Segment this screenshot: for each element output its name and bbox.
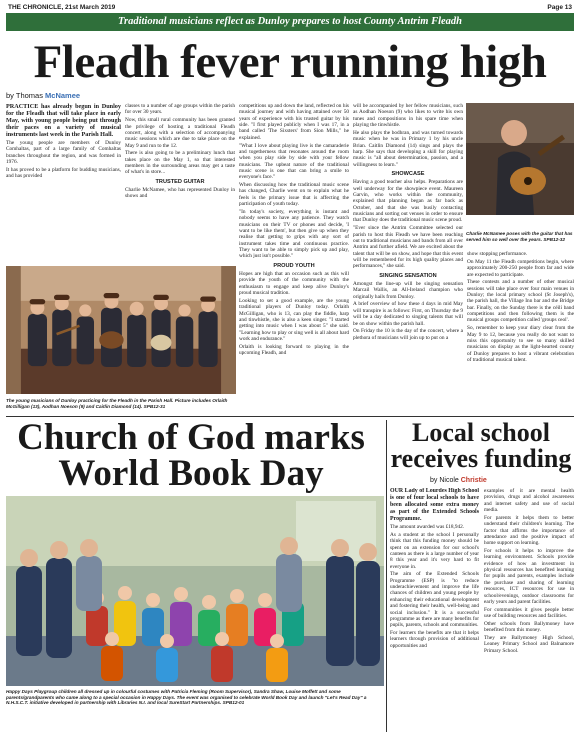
article-paragraph: Having a good teacher also helps. Preparations are well underway for the showpiece event. Maureen Garvin, who works within the community, explained that planning began as far back as October, and that she was busily contacting musicians and sorting out venues in order to ensure that Dunloy does the traditional music scene proud. [353,179,463,224]
subhead-showcase: SHOWCASE [391,170,425,177]
fleadh-column-3 [239,103,349,395]
page-number: Page 13 [547,4,572,11]
charlie-portrait-photo [466,103,574,215]
article-paragraph: show stopping performance. [467,251,528,257]
article-paragraph: When discussing how the traditional music scene has changed, Charlie went on to explain what he feels is the primary issue that is affecting the participation of youth today. [239,182,349,208]
article-paragraph: The aim of the Extended Schools Programme (ESP) is "to reduce underachievement and improve the life chances of children and young people by enhancing their educational development and fostering their health, well-being and social inclusion." It is a successful programme as there are many benefits for pupils, parents, schools and communities. [390,571,479,629]
article-paragraph: These contests and a number of other musical sessions will take place over four main venues in Dunloy; the local primary school (St Joseph's), the parish hall, the Village Inn bar and the Bridge bar. Finally, on the Sunday there is the céilí band competitions and then following them is the musical groups competition called 'groups ceol'. [467,279,574,324]
byline-author: Christie [460,477,487,484]
article-paragraph: For learners the benefits are that it helps learners through provision of additional opportunities and [390,630,479,649]
article-paragraph: On May 11 the Fleadh competitions begin, where approximately 200-250 people from far and wide are expected to participate. [467,258,574,278]
playgroup-illustration [6,496,384,686]
fleadh-column-2 [125,103,235,263]
subhead-proud-youth: PROUD YOUTH [273,262,315,269]
article-paragraph: A brief overview of how these 4 days in mid May will transpire is as follows: First, on Thursday the 9 will be a day dedicated to singing talents that will be on show within the parish hall. [353,301,463,327]
playgroup-photo [6,496,384,686]
article-paragraph: It has proved to be a platform for budding musicians, and has provided [6,166,121,180]
article-paragraph: Amongst the line-up will be singing sensation Marcail Wallis, an All-Ireland champion who originally hails from Dunloy. [353,280,463,300]
byline-author: McNamee [45,91,81,100]
article-paragraph: For parents it helps them to better understand their children's learning. The factor that affirms the importance of attendance and the positive impact of home support on learning. [484,514,574,547]
article-paragraph: Orlaith is looking forward to playing in the upcoming Fleadh, and [239,343,349,357]
byline-prefix: by Nicole [430,477,461,484]
article-paragraph: Looking to set a good example, are the young traditional players of Dunloy today. Orlaith McGilligan, who is 13, can play the fiddle, harp and tinwhistle, she is also a keen singer. "I started getting into music when I was about 5" she said. "Learning how to play or sing well is all about hard work and endurance." [239,297,349,343]
fleadh-column-5 [467,251,574,395]
article-paragraph: classes to a number of age groups within the parish for over 30 years. [125,103,235,116]
article-paragraph: The young people are members of Dunloy Comhaltas, part of a large family of Comhaltas branches throughout the region, and was formed in 1976. [6,139,121,165]
fleadh-headline: Fleadh fever running high [33,36,547,88]
article-paragraph: examples of it are mental health provision, drugs and alcohol awareness and internet safety and use of social media. [484,488,574,514]
article-paragraph: He also plays the bodhran, and was turned towards music when he was in Primary 1 by his uncle Brian. Caitlin Diamond (14) sings and plays the harp. She says that developing a skill for playing music is "all about determination, passion, and a willingness to learn." [353,129,463,168]
article-paragraph: On Friday the 10 is the day of the concert, where a plethora of musicians will join up to put on a [353,328,463,341]
school-byline [430,477,487,484]
school-column-2 [484,488,574,734]
article-paragraph: Other schools from Ballymoney have benefited from this money. [484,620,574,634]
playgroup-caption: Happy Days Playgroup children all dressed up in colourful costumes with Patricia Fleming (Room Supervisor), Sandra Shaw, Louise Moffett and some parents/grandparents who came along to a special occasion in Happy Days. The event was organised to celebrate World Book Day and launch "Let's Read Day" a N.H.S.C.T. initiative developed in partnership with Libraries N.I. and local SureStart Partnerships. SPB12-01 [6,689,367,706]
musicians-photo-caption-visible: The young musicians of Dunloy practicing for the Fleadh in the Parish Hall. Picture includes Orlaith McGilligan (13), Aodhan Noeson (9) and Caitlin Diamond (14). SPB12-31 [6,397,238,415]
publication-date: THE CHRONICLE, 21st March 2019 [8,4,116,11]
page-header [8,2,572,13]
fleadh-column-4 [353,103,463,395]
article-paragraph: "In today's society, everything is instant and nobody seems to have any patience. They watch musicians on their TV or phones and decide, 'I want to be like them', but then give up when they realise that getting to grips with any sort of instrument takes time and continuous practice. They want to be able to simply pick up and play, which just isn't possible." [239,209,349,260]
portrait-illustration [466,103,574,215]
subhead-singing-sensation: SINGING SENSATION [379,272,437,279]
article-paragraph: competitions up and down the land, reflected on his musical journey and with having attained over 50 years of experience with his trusted guitar by his side. "I first played publicly when I was 17, in a band called 'The Sixsters' from Sion Mills," he explained. [239,103,349,141]
fleadh-column-1 [6,103,121,263]
story-divider-vertical [386,420,387,732]
article-paragraph: For communities it gives people better use of building resources and facilities. [484,606,574,620]
article-paragraph: "What I love about playing live is the camaraderie and togetherness that resonates around the room when you play side by side with your fellow musicians. The upbeat nature of the traditional music scene is one that can bring a smile to everyone's face." [239,142,349,181]
musicians-group-photo [6,266,236,394]
article-paragraph: They are Ballymoney High School, Leaney Primary School and Balnamore Primary School. [484,635,574,654]
school-column-1 [390,488,479,734]
top-banner: Traditional musicians reflect as Dunloy prepares to host County Antrim Fleadh [6,13,574,31]
article-paragraph: There is also going to be a preliminary lunch that takes place on the May 1, so that interested members in the surrounding areas may get a taste of what's in store... [125,150,235,176]
article-paragraph: As a student at the school I personally think that this funding money should be spent on an extension for our school's canteen as there is a large number of year 8 this year and it's very hard to fit everyone in. [390,531,479,570]
portrait-caption: Charlie McNamee poses with the guitar that has served him so well over the years. SPB12-32 [466,231,573,242]
article-paragraph: will be accompanied by her fellow musicians, such as Aodhan Noeson (9) who likes to write his own tunes and compositions in his spare time when playing the tinwhistle. [353,103,463,129]
subhead-trusted-guitar: TRUSTED GUITAR [155,178,205,185]
article-paragraph: Charlie McNamee, who has represented Dunloy in shows and [125,187,235,200]
world-book-day-headline: Church of God marks World Book Day [17,417,365,494]
article-paragraph: For schools it helps to improve the learning environment. Schools provide evidence of how an investment in physical resources has benefited learning for pupils and parents, examples include the purchase and sharing of learning resources, ICT resources for use in school/evenings, outdoor classrooms for early years and parent facilities. [484,548,574,605]
musicians-photo-illustration [6,266,236,394]
article-paragraph: Now, this small rural community has been granted the privilege of hosting a traditional Fleadh concert, along with a selection of accompanying music sessions which are due to take place on the May 9 and run to the 12. [125,117,235,149]
fleadh-byline [6,91,80,100]
article-paragraph: The amount awarded was £18,942. [390,524,465,531]
article-paragraph: "Ever since the Antrim Committee selected our parish to host this Fleadh we have been reaching out to traditional musicians and bands from all over Antrim and further afield. We are excited about the talent that will be on show, and hope that this event will be remembered for its high quality places and performances," she said. [353,225,463,270]
article-lead: PRACTICE has already begun in Dunloy for the Fleadh that will take place in early May, with young people being put through their paces on a variety of musical instruments last week in the Parish Hall. [6,103,121,139]
article-lead: OUR Lady of Lourdes High School is one of four local schools to have been allocated some extra money as part of the Extended Schools Programme. [390,488,479,522]
school-funding-headline: Local school receives funding [390,418,572,473]
article-paragraph: Hopes are high that an occasion such as this will provide the youth of the community with the enthusiasm to engage and keep alive Dunloy's proud musical tradition. [239,271,349,297]
byline-prefix: by Thomas [6,91,46,100]
article-paragraph: So, remember to keep your diary clear from the May 9 to 12, because you really do not want to miss this opportunity to see so many skilled musicians on display as the light-hearted county of Dunloy prepares to host a vibrant celebration of traditional musical talent. [467,325,574,363]
